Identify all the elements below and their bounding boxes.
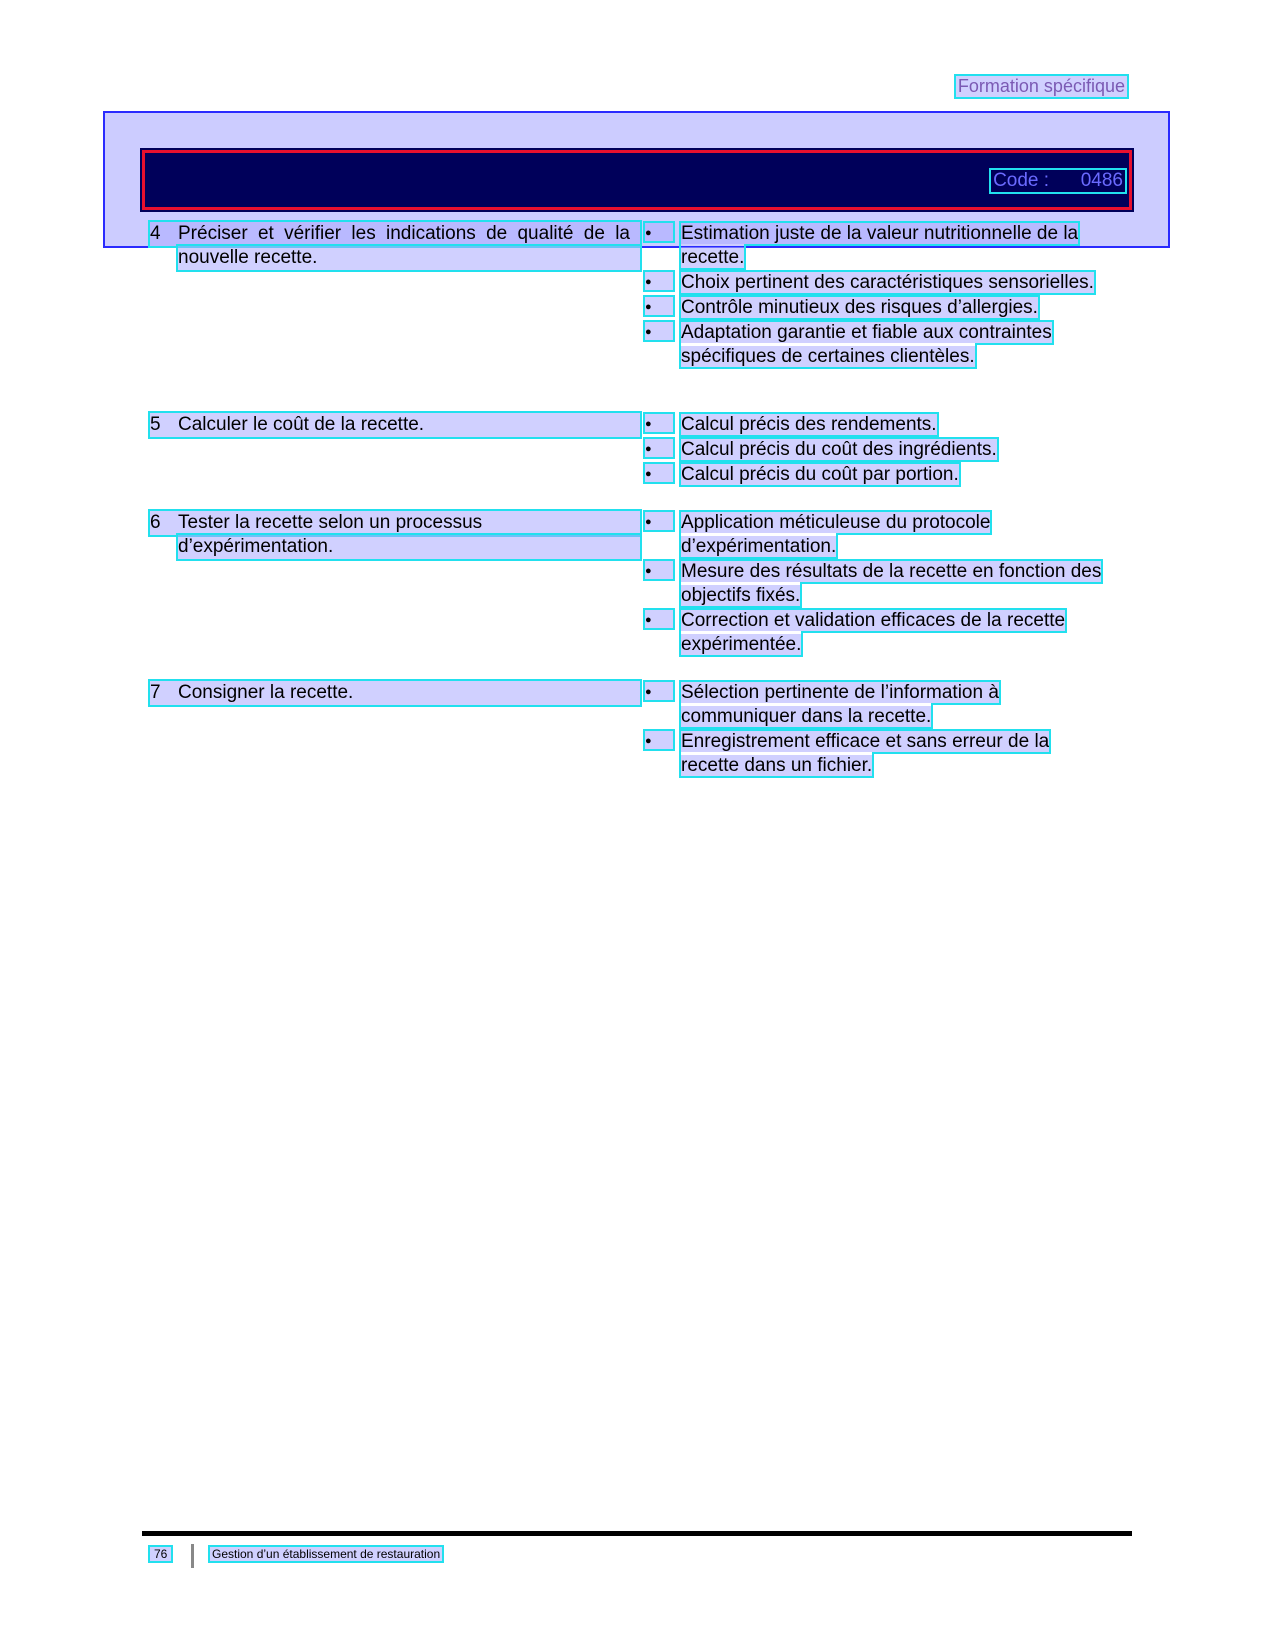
criteria-list <box>647 222 1102 370</box>
bullet-icon <box>645 464 673 482</box>
list-item: ● Adaptation garantie et fiable aux contraintes spécifiques de certaines clientèles. <box>647 321 1102 369</box>
objective-text: Tester la recette selon un processus d’expérimentation. <box>178 512 483 557</box>
bullet-icon <box>645 223 673 241</box>
list-item: ● Contrôle minutieux des risques d’allergies. <box>647 296 1102 320</box>
bullet-icon <box>645 682 673 700</box>
criteria-list <box>647 413 1102 488</box>
bullet-icon <box>645 561 673 579</box>
footer-rule <box>142 1531 1132 1536</box>
objective-number: 7 <box>150 682 161 703</box>
list-item: ● Correction et validation efficaces de la recette expérimentée. <box>647 609 1102 657</box>
bullet-icon <box>645 439 673 457</box>
list-item: ● Calcul précis du coût par portion. <box>647 463 1102 487</box>
bullet-icon <box>645 512 673 530</box>
list-item: ● Calcul précis du coût des ingrédients. <box>647 438 1102 462</box>
bullet-icon <box>645 731 673 749</box>
bullet-icon <box>645 322 673 340</box>
bullet-icon <box>645 610 673 628</box>
list-item: ● Mesure des résultats de la recette en fonction des objectifs fixés. <box>647 560 1102 608</box>
footer-title: Gestion d’un établissement de restauration <box>212 1547 441 1561</box>
objective-text: Consigner la recette. <box>178 682 354 703</box>
code-bar <box>142 150 1132 210</box>
list-item: ● Estimation juste de la valeur nutritionnelle de la recette. <box>647 222 1102 270</box>
running-header: Formation spécifique <box>957 76 1125 96</box>
objective-text: Préciser et vérifier les indications de qualité de la nouvelle recette. <box>178 223 630 268</box>
list-item: ● Application méticuleuse du protocole d’expérimentation. <box>647 511 1102 559</box>
bullet-icon <box>645 414 673 432</box>
objective-text: Calculer le coût de la recette. <box>178 414 425 435</box>
list-item: ● Sélection pertinente de l’information à communiquer dans la recette. <box>647 681 1102 729</box>
list-item: ● Calcul précis des rendements. <box>647 413 1102 437</box>
objective-number: 5 <box>150 414 161 435</box>
code-label: Code : 0486 <box>993 170 1123 191</box>
list-item: ● Enregistrement efficace et sans erreur de la recette dans un fichier. <box>647 730 1102 778</box>
list-item: ● Choix pertinent des caractéristiques sensorielles. <box>647 271 1102 295</box>
criteria-list <box>647 681 1102 779</box>
bullet-icon <box>645 272 673 290</box>
bullet-icon <box>645 297 673 315</box>
criteria-list <box>647 511 1102 658</box>
footer-separator <box>191 1544 194 1568</box>
objective-number: 6 <box>150 512 161 533</box>
objective-number: 4 <box>150 223 161 244</box>
page-number: 76 <box>150 1547 171 1561</box>
